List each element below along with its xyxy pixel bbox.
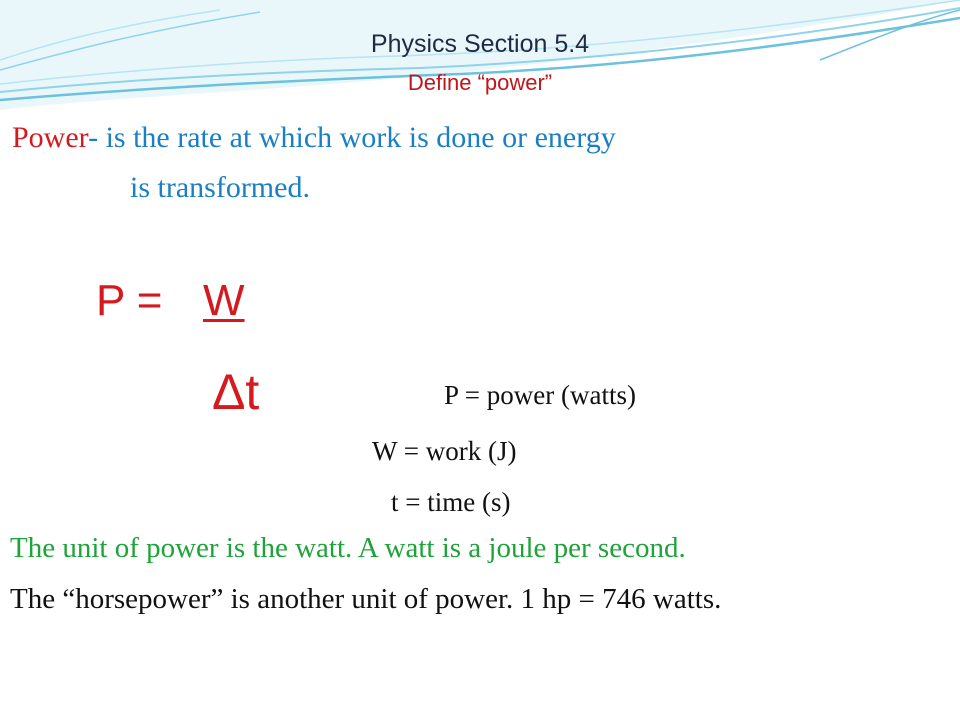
header-wave-decoration (0, 0, 960, 120)
definition-dash: - (88, 121, 106, 154)
note-watt: The unit of power is the watt. A watt is a joule per second. (10, 532, 686, 564)
legend-work: W = work (J) (372, 436, 517, 466)
definition-text-1: is the rate at which work is done or energy (105, 121, 616, 154)
formula-numerator: W (203, 276, 245, 325)
formula-lhs: P = (96, 276, 163, 325)
slide-title: Physics Section 5.4 (370, 30, 590, 58)
note-horsepower: The “horsepower” is another unit of power. 1 hp = 746 watts. (10, 583, 722, 615)
definition-term: Power (12, 121, 89, 154)
legend-power: P = power (watts) (444, 380, 636, 410)
formula-denominator: Δt (212, 364, 260, 420)
definition-line-2: is transformed. (130, 171, 310, 204)
definition-line-1 (12, 121, 616, 155)
slide-subtitle: Define “power” (407, 70, 553, 95)
legend-time: t = time (s) (391, 487, 511, 517)
